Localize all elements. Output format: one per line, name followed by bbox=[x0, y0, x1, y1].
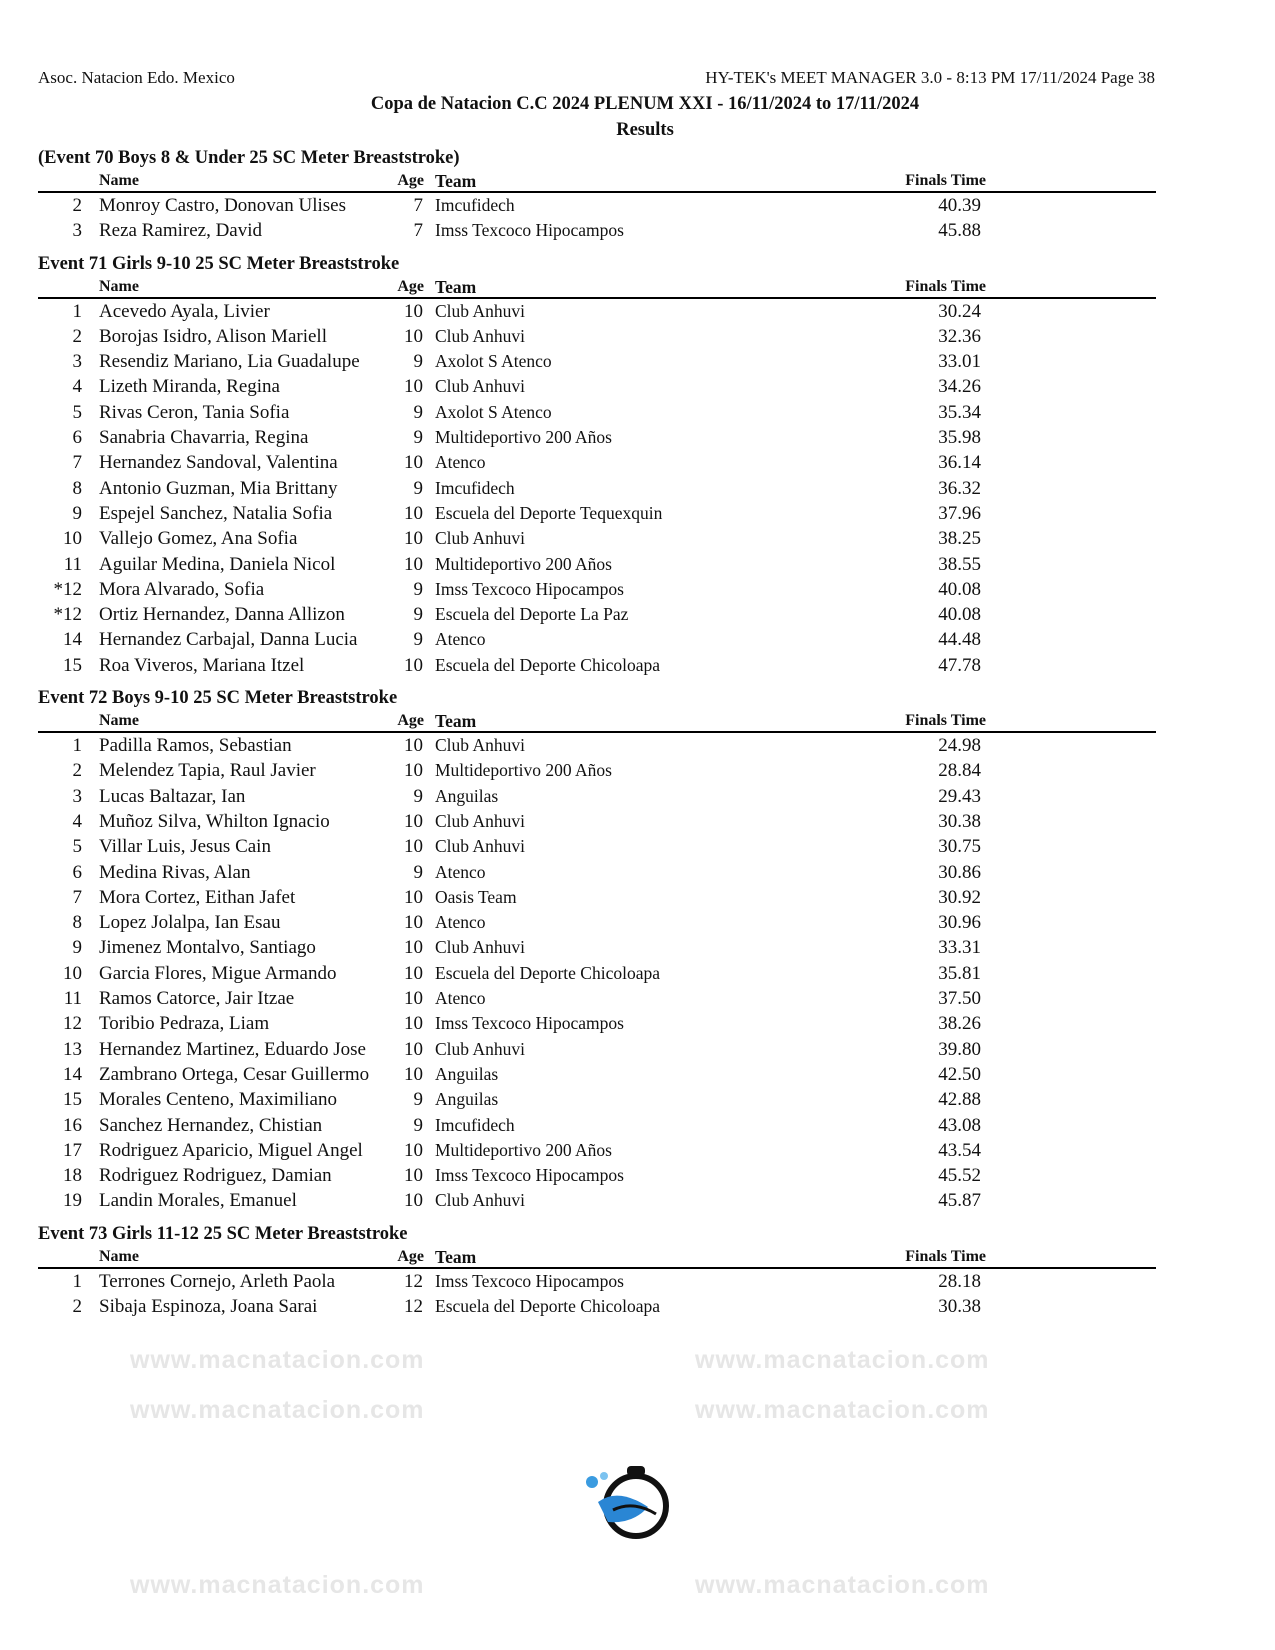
age: 9 bbox=[413, 861, 423, 883]
team: Club Anhuvi bbox=[435, 735, 525, 756]
result-row bbox=[38, 1188, 1156, 1213]
finals-time: 33.01 bbox=[938, 351, 981, 373]
team: Escuela del Deporte La Paz bbox=[435, 604, 629, 625]
team: Atenco bbox=[435, 452, 486, 473]
age: 10 bbox=[404, 325, 423, 347]
age: 10 bbox=[404, 1038, 423, 1060]
place: 4 bbox=[72, 810, 82, 832]
finals-time: 37.96 bbox=[938, 502, 981, 524]
age: 9 bbox=[413, 477, 423, 499]
age: 10 bbox=[404, 452, 423, 474]
col-name: Name bbox=[99, 712, 139, 730]
place: *12 bbox=[53, 604, 82, 626]
result-row bbox=[38, 733, 1156, 758]
swimmer-name: Hernandez Carbajal, Danna Lucia bbox=[99, 629, 358, 651]
place: 9 bbox=[72, 937, 82, 959]
age: 10 bbox=[404, 988, 423, 1010]
watermark: www.macnatacion.com bbox=[130, 1346, 425, 1374]
result-row bbox=[38, 526, 1156, 551]
age: 9 bbox=[413, 427, 423, 449]
place: 7 bbox=[72, 886, 82, 908]
col-age: Age bbox=[397, 712, 424, 730]
finals-time: 37.50 bbox=[938, 988, 981, 1010]
meet-title: Copa de Natacion C.C 2024 PLENUM XXI - 16/11/2024 to 17/11/2024 bbox=[370, 94, 920, 114]
age: 10 bbox=[404, 553, 423, 575]
age: 12 bbox=[404, 1295, 423, 1317]
result-row bbox=[38, 758, 1156, 783]
swimmer-name: Ortiz Hernandez, Danna Allizon bbox=[99, 604, 345, 626]
place: 13 bbox=[63, 1038, 82, 1060]
finals-time: 35.98 bbox=[938, 427, 981, 449]
watermark: www.macnatacion.com bbox=[130, 1571, 425, 1599]
result-row bbox=[38, 324, 1156, 349]
finals-time: 38.55 bbox=[938, 553, 981, 575]
result-row bbox=[38, 1294, 1156, 1319]
col-team: Team bbox=[435, 171, 477, 191]
age: 9 bbox=[413, 785, 423, 807]
finals-time: 38.26 bbox=[938, 1013, 981, 1035]
watermark: www.macnatacion.com bbox=[695, 1571, 990, 1599]
swimmer-name: Espejel Sanchez, Natalia Sofia bbox=[99, 502, 333, 524]
event-section bbox=[38, 146, 1156, 244]
team: Imcufidech bbox=[435, 195, 515, 215]
col-age: Age bbox=[397, 277, 424, 295]
team: Anguilas bbox=[435, 1089, 499, 1110]
team: Escuela del Deporte Chicoloapa bbox=[435, 1295, 660, 1316]
swimmer-name: Resendiz Mariano, Lia Guadalupe bbox=[99, 351, 360, 373]
swimmer-name: Monroy Castro, Donovan Ulises bbox=[99, 195, 346, 216]
finals-time: 30.24 bbox=[938, 300, 981, 322]
swimmer-name: Zambrano Ortega, Cesar Guillermo bbox=[99, 1063, 370, 1085]
finals-time: 36.32 bbox=[938, 477, 981, 499]
swimmer-name: Rodriguez Rodriguez, Damian bbox=[99, 1165, 332, 1187]
event-section bbox=[38, 686, 1156, 1214]
result-row bbox=[38, 784, 1156, 809]
team: Atenco bbox=[435, 912, 486, 933]
results-heading: Results bbox=[616, 120, 674, 140]
age: 10 bbox=[404, 1139, 423, 1161]
age: 9 bbox=[413, 351, 423, 373]
place: 5 bbox=[72, 836, 82, 858]
col-name: Name bbox=[99, 277, 139, 295]
watermark: www.macnatacion.com bbox=[130, 1396, 425, 1424]
place: 1 bbox=[72, 300, 82, 322]
event-title: Event 71 Girls 9-10 25 SC Meter Breaststroke bbox=[38, 253, 400, 274]
age: 10 bbox=[404, 912, 423, 934]
swimmer-name: Padilla Ramos, Sebastian bbox=[99, 735, 292, 757]
col-time: Finals Time bbox=[905, 172, 986, 189]
age: 9 bbox=[413, 401, 423, 423]
result-row bbox=[38, 653, 1156, 678]
result-row bbox=[38, 1062, 1156, 1087]
col-team: Team bbox=[435, 711, 477, 732]
result-row bbox=[38, 1138, 1156, 1163]
finals-time: 32.36 bbox=[938, 325, 981, 347]
result-row bbox=[38, 986, 1156, 1011]
place: 3 bbox=[72, 785, 82, 807]
place: 15 bbox=[63, 654, 82, 676]
result-row bbox=[38, 1087, 1156, 1112]
swimmer-name: Mora Cortez, Eithan Jafet bbox=[99, 886, 296, 908]
place: 2 bbox=[72, 195, 82, 216]
team: Atenco bbox=[435, 861, 486, 882]
crono-time-logo bbox=[578, 1462, 684, 1542]
team: Atenco bbox=[435, 629, 486, 650]
swimmer-name: Medina Rivas, Alan bbox=[99, 861, 251, 883]
result-row bbox=[38, 860, 1156, 885]
event-section bbox=[38, 252, 1156, 678]
team: Club Anhuvi bbox=[435, 528, 525, 549]
age: 10 bbox=[404, 300, 423, 322]
swimmer-name: Rivas Ceron, Tania Sofia bbox=[99, 401, 290, 423]
finals-time: 38.25 bbox=[938, 528, 981, 550]
col-age: Age bbox=[397, 172, 424, 189]
swimmer-name: Ramos Catorce, Jair Itzae bbox=[99, 988, 295, 1010]
finals-time: 42.50 bbox=[938, 1063, 981, 1085]
result-row bbox=[38, 577, 1156, 602]
watermark: www.macnatacion.com bbox=[695, 1346, 990, 1374]
team: Multideportivo 200 Años bbox=[435, 553, 612, 574]
swimmer-name: Reza Ramirez, David bbox=[99, 220, 263, 242]
finals-time: 30.92 bbox=[938, 886, 981, 908]
age: 10 bbox=[404, 735, 423, 757]
place: 7 bbox=[72, 452, 82, 474]
result-row bbox=[38, 602, 1156, 627]
finals-time: 40.08 bbox=[938, 604, 981, 626]
team: Imss Texcoco Hipocampos bbox=[435, 1013, 624, 1034]
result-row bbox=[38, 349, 1156, 374]
age: 10 bbox=[404, 1165, 423, 1187]
result-row bbox=[38, 809, 1156, 834]
age: 10 bbox=[404, 937, 423, 959]
age: 10 bbox=[404, 1190, 423, 1212]
swimmer-name: Muñoz Silva, Whilton Ignacio bbox=[99, 810, 330, 832]
result-row bbox=[38, 374, 1156, 399]
finals-time: 42.88 bbox=[938, 1089, 981, 1111]
software-page-info: HY-TEK's MEET MANAGER 3.0 - 8:13 PM 17/11/2024 Page 38 bbox=[705, 68, 1155, 87]
finals-time: 44.48 bbox=[938, 629, 981, 651]
swimmer-name: Sanabria Chavarria, Regina bbox=[99, 427, 309, 449]
result-row bbox=[38, 552, 1156, 577]
team: Club Anhuvi bbox=[435, 300, 525, 321]
finals-time: 29.43 bbox=[938, 785, 981, 807]
result-row bbox=[38, 450, 1156, 475]
age: 7 bbox=[413, 195, 423, 216]
column-header bbox=[38, 711, 1156, 733]
age: 7 bbox=[413, 220, 423, 242]
event-section bbox=[38, 1222, 1156, 1320]
swimmer-name: Villar Luis, Jesus Cain bbox=[99, 836, 271, 858]
swimmer-name: Rodriguez Aparicio, Miguel Angel bbox=[99, 1139, 363, 1161]
place: 19 bbox=[63, 1190, 82, 1212]
result-row bbox=[38, 935, 1156, 960]
age: 10 bbox=[404, 810, 423, 832]
place: 12 bbox=[63, 1013, 82, 1035]
place: 1 bbox=[72, 735, 82, 757]
age: 10 bbox=[404, 1063, 423, 1085]
swimmer-name: Borojas Isidro, Alison Mariell bbox=[99, 325, 327, 347]
column-header bbox=[38, 1247, 1156, 1269]
event-title: Event 72 Boys 9-10 25 SC Meter Breaststroke bbox=[38, 688, 398, 709]
col-name: Name bbox=[99, 172, 139, 189]
finals-time: 45.52 bbox=[938, 1165, 981, 1187]
place: 2 bbox=[72, 760, 82, 782]
finals-time: 39.80 bbox=[938, 1038, 981, 1060]
finals-time: 30.96 bbox=[938, 912, 981, 934]
swimmer-name: Lopez Jolalpa, Ian Esau bbox=[99, 912, 281, 934]
swimmer-name: Aguilar Medina, Daniela Nicol bbox=[99, 553, 336, 575]
team: Anguilas bbox=[435, 1063, 499, 1084]
finals-time: 30.75 bbox=[938, 836, 981, 858]
swimmer-name: Lucas Baltazar, Ian bbox=[99, 785, 246, 807]
finals-time: 40.39 bbox=[938, 195, 981, 216]
team: Club Anhuvi bbox=[435, 810, 525, 831]
age: 9 bbox=[413, 1089, 423, 1111]
place: 15 bbox=[63, 1089, 82, 1111]
age: 10 bbox=[404, 836, 423, 858]
result-row bbox=[38, 1011, 1156, 1036]
finals-time: 45.87 bbox=[938, 1190, 981, 1212]
result-row bbox=[38, 1269, 1156, 1294]
age: 10 bbox=[404, 760, 423, 782]
swimmer-name: Morales Centeno, Maximiliano bbox=[99, 1089, 337, 1111]
team: Imss Texcoco Hipocampos bbox=[435, 1270, 624, 1291]
team: Multideportivo 200 Años bbox=[435, 760, 612, 781]
result-row bbox=[38, 193, 1156, 218]
finals-time: 35.81 bbox=[938, 962, 981, 984]
finals-time: 30.38 bbox=[938, 1295, 981, 1317]
col-time: Finals Time bbox=[905, 1247, 986, 1265]
place: 6 bbox=[72, 861, 82, 883]
place: 11 bbox=[63, 988, 82, 1010]
result-row bbox=[38, 400, 1156, 425]
swimmer-name: Melendez Tapia, Raul Javier bbox=[99, 760, 316, 782]
age: 9 bbox=[413, 604, 423, 626]
event-title: Event 73 Girls 11-12 25 SC Meter Breaststroke bbox=[38, 1223, 408, 1244]
age: 10 bbox=[404, 654, 423, 676]
finals-time: 47.78 bbox=[938, 654, 981, 676]
age: 9 bbox=[413, 578, 423, 600]
finals-time: 30.38 bbox=[938, 810, 981, 832]
team: Club Anhuvi bbox=[435, 1190, 525, 1211]
col-age: Age bbox=[397, 1247, 424, 1265]
col-name: Name bbox=[99, 1247, 139, 1265]
finals-time: 40.08 bbox=[938, 578, 981, 600]
team: Imcufidech bbox=[435, 477, 515, 498]
age: 10 bbox=[404, 962, 423, 984]
swimmer-name: Terrones Cornejo, Arleth Paola bbox=[99, 1270, 336, 1292]
age: 12 bbox=[404, 1270, 423, 1292]
place: 17 bbox=[63, 1139, 82, 1161]
result-row bbox=[38, 476, 1156, 501]
team: Escuela del Deporte Tequexquin bbox=[435, 502, 663, 523]
place: 10 bbox=[63, 528, 82, 550]
team: Imss Texcoco Hipocampos bbox=[435, 1165, 624, 1186]
finals-time: 33.31 bbox=[938, 937, 981, 959]
team: Atenco bbox=[435, 988, 486, 1009]
place: 5 bbox=[72, 401, 82, 423]
place: 10 bbox=[63, 962, 82, 984]
result-row bbox=[38, 1113, 1156, 1138]
finals-time: 43.54 bbox=[938, 1139, 981, 1161]
place: 14 bbox=[63, 1063, 82, 1085]
column-header bbox=[38, 171, 1156, 193]
place: 9 bbox=[72, 502, 82, 524]
result-row bbox=[38, 501, 1156, 526]
swimmer-name: Hernandez Sandoval, Valentina bbox=[99, 452, 338, 474]
finals-time: 36.14 bbox=[938, 452, 981, 474]
finals-time: 43.08 bbox=[938, 1114, 981, 1136]
result-row bbox=[38, 961, 1156, 986]
age: 10 bbox=[404, 376, 423, 398]
team: Axolot S Atenco bbox=[435, 351, 552, 372]
finals-time: 24.98 bbox=[938, 735, 981, 757]
team: Escuela del Deporte Chicoloapa bbox=[435, 962, 660, 983]
col-time: Finals Time bbox=[905, 277, 986, 295]
team: Club Anhuvi bbox=[435, 376, 525, 397]
event-title: (Event 70 Boys 8 & Under 25 SC Meter Breaststroke) bbox=[38, 148, 460, 168]
finals-time: 28.84 bbox=[938, 760, 981, 782]
finals-time: 34.26 bbox=[938, 376, 981, 398]
team: Imcufidech bbox=[435, 1114, 515, 1135]
team: Club Anhuvi bbox=[435, 1038, 525, 1059]
team: Club Anhuvi bbox=[435, 325, 525, 346]
watermark: www.macnatacion.com bbox=[695, 1396, 990, 1424]
finals-time: 35.34 bbox=[938, 401, 981, 423]
swimmer-name: Toribio Pedraza, Liam bbox=[99, 1013, 270, 1035]
column-header bbox=[38, 277, 1156, 299]
swimmer-name: Jimenez Montalvo, Santiago bbox=[99, 937, 316, 959]
swimmer-name: Landin Morales, Emanuel bbox=[99, 1190, 297, 1212]
swimmer-name: Lizeth Miranda, Regina bbox=[99, 376, 280, 398]
team: Escuela del Deporte Chicoloapa bbox=[435, 654, 660, 675]
result-row bbox=[38, 627, 1156, 652]
age: 9 bbox=[413, 1114, 423, 1136]
swimmer-name: Hernandez Martinez, Eduardo Jose bbox=[99, 1038, 366, 1060]
swimmer-name: Garcia Flores, Migue Armando bbox=[99, 962, 337, 984]
team: Imss Texcoco Hipocampos bbox=[435, 220, 624, 241]
place: 18 bbox=[63, 1165, 82, 1187]
age: 10 bbox=[404, 1013, 423, 1035]
col-team: Team bbox=[435, 1246, 477, 1267]
place: 3 bbox=[72, 220, 82, 242]
age: 10 bbox=[404, 528, 423, 550]
result-row bbox=[38, 834, 1156, 859]
place: 11 bbox=[63, 553, 82, 575]
swimmer-name: Acevedo Ayala, Livier bbox=[99, 300, 270, 322]
team: Club Anhuvi bbox=[435, 937, 525, 958]
result-row bbox=[38, 218, 1156, 243]
finals-time: 30.86 bbox=[938, 861, 981, 883]
place: 1 bbox=[72, 1270, 82, 1292]
result-row bbox=[38, 425, 1156, 450]
place: 3 bbox=[72, 351, 82, 373]
swimmer-name: Sanchez Hernandez, Chistian bbox=[99, 1114, 323, 1136]
age: 10 bbox=[404, 886, 423, 908]
result-row bbox=[38, 885, 1156, 910]
place: 8 bbox=[72, 477, 82, 499]
col-team: Team bbox=[435, 276, 477, 297]
organization-name: Asoc. Natacion Edo. Mexico bbox=[38, 68, 235, 87]
swimmer-name: Antonio Guzman, Mia Brittany bbox=[99, 477, 338, 499]
team: Imss Texcoco Hipocampos bbox=[435, 578, 624, 599]
place: 2 bbox=[72, 325, 82, 347]
place: 2 bbox=[72, 1295, 82, 1317]
age: 10 bbox=[404, 502, 423, 524]
team: Multideportivo 200 Años bbox=[435, 427, 612, 448]
place: 8 bbox=[72, 912, 82, 934]
swimmer-name: Sibaja Espinoza, Joana Sarai bbox=[99, 1295, 318, 1317]
team: Anguilas bbox=[435, 785, 499, 806]
place: *12 bbox=[53, 578, 82, 600]
place: 6 bbox=[72, 427, 82, 449]
age: 9 bbox=[413, 629, 423, 651]
swimmer-name: Mora Alvarado, Sofia bbox=[99, 578, 265, 600]
team: Club Anhuvi bbox=[435, 836, 525, 857]
team: Axolot S Atenco bbox=[435, 401, 552, 422]
swimmer-name: Vallejo Gomez, Ana Sofia bbox=[99, 528, 298, 550]
team: Multideportivo 200 Años bbox=[435, 1139, 612, 1160]
swimmer-name: Roa Viveros, Mariana Itzel bbox=[99, 654, 305, 676]
result-row bbox=[38, 1163, 1156, 1188]
result-row bbox=[38, 299, 1156, 324]
finals-time: 45.88 bbox=[938, 220, 981, 242]
results-content bbox=[38, 146, 1156, 1327]
result-row bbox=[38, 1037, 1156, 1062]
col-time: Finals Time bbox=[905, 712, 986, 730]
place: 4 bbox=[72, 376, 82, 398]
place: 16 bbox=[63, 1114, 82, 1136]
result-row bbox=[38, 910, 1156, 935]
finals-time: 28.18 bbox=[938, 1270, 981, 1292]
place: 14 bbox=[63, 629, 82, 651]
team: Oasis Team bbox=[435, 886, 517, 907]
